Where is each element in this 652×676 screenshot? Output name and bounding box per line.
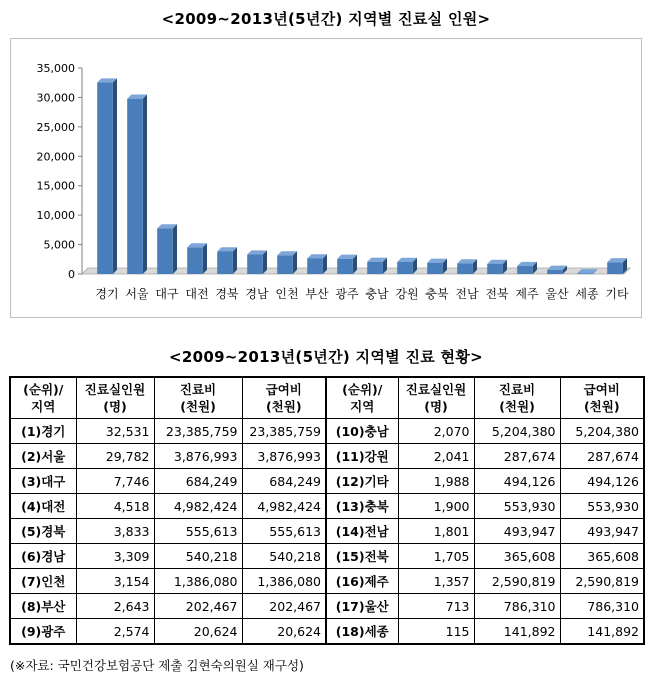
region-cell: (17)울산 [326, 594, 398, 619]
table-row [10, 519, 644, 544]
bar-chart [10, 38, 642, 318]
value-cell: 555,613 [154, 519, 242, 544]
bar [367, 258, 387, 274]
value-cell: 493,947 [560, 519, 644, 544]
bar-side [233, 247, 237, 274]
y-tick-label: 10,000 [36, 209, 75, 223]
value-cell: 2,643 [76, 594, 154, 619]
x-tick-label: 인천 [275, 287, 299, 301]
value-cell: 115 [398, 619, 474, 645]
value-cell: 20,624 [154, 619, 242, 645]
table-header-cell [326, 377, 398, 419]
bar [517, 262, 537, 274]
value-cell: 3,154 [76, 569, 154, 594]
value-cell: 4,982,424 [154, 494, 242, 519]
value-cell: 553,930 [560, 494, 644, 519]
value-cell: 20,624 [242, 619, 326, 645]
bar-front [577, 273, 593, 274]
value-cell: 5,204,380 [474, 419, 560, 444]
y-tick-label: 0 [68, 268, 75, 281]
bar [127, 95, 147, 274]
region-cell: (13)충북 [326, 494, 398, 519]
data-table [9, 376, 645, 645]
y-tick-label: 5,000 [43, 238, 75, 252]
bar [427, 259, 447, 274]
table-header-text: 급여비 [265, 382, 302, 397]
bar [547, 266, 567, 274]
table-row [10, 494, 644, 519]
table-title: <2009~2013년(5년간) 지역별 진료 현황> [168, 348, 484, 366]
table-header-text: (천원) [499, 399, 535, 414]
bar-front [307, 258, 323, 274]
table-header-cell [154, 377, 242, 419]
table-row [10, 544, 644, 569]
region-cell: (7)인천 [10, 569, 76, 594]
bar-front [517, 266, 533, 274]
value-cell: 684,249 [154, 469, 242, 494]
table-header-text: 진료실인원 [405, 382, 467, 397]
bar [157, 224, 177, 274]
x-tick-label: 강원 [395, 287, 419, 301]
bar [97, 78, 117, 274]
table-header-text: (순위)/ [342, 382, 383, 397]
value-cell: 23,385,759 [154, 419, 242, 444]
value-cell: 4,982,424 [242, 494, 326, 519]
table-header-cell [242, 377, 326, 419]
bar-front [607, 262, 623, 274]
bar-front [487, 264, 503, 274]
bar-side [173, 224, 177, 274]
value-cell: 1,705 [398, 544, 474, 569]
value-cell: 287,674 [474, 444, 560, 469]
x-tick-label: 울산 [545, 287, 569, 301]
value-cell: 1,801 [398, 519, 474, 544]
bar-front [337, 259, 353, 274]
x-tick-label: 충남 [365, 287, 389, 301]
region-cell: (4)대전 [10, 494, 76, 519]
value-cell: 786,310 [474, 594, 560, 619]
table-header-cell [560, 377, 644, 419]
bar-front [547, 270, 563, 274]
table-row [10, 419, 644, 444]
value-cell: 23,385,759 [242, 419, 326, 444]
bar-front [127, 99, 143, 274]
x-tick-label: 기타 [605, 287, 629, 301]
value-cell: 3,876,993 [242, 444, 326, 469]
region-cell: (11)강원 [326, 444, 398, 469]
region-cell: (5)경북 [10, 519, 76, 544]
source-note: (※자료: 국민건강보험공단 제출 김현숙의원실 재구성) [10, 658, 304, 673]
region-cell: (12)기타 [326, 469, 398, 494]
bar-front [157, 228, 173, 274]
table-header-text: (명) [424, 399, 448, 414]
table-header-text: 진료실인원 [84, 382, 146, 397]
value-cell: 2,041 [398, 444, 474, 469]
region-cell: (14)전남 [326, 519, 398, 544]
x-tick-label: 충북 [425, 287, 449, 301]
region-cell: (18)세종 [326, 619, 398, 645]
region-cell: (16)제주 [326, 569, 398, 594]
table-row [10, 594, 644, 619]
value-cell: 540,218 [242, 544, 326, 569]
x-tick-label: 경남 [245, 287, 269, 301]
table-row [10, 444, 644, 469]
table-header-cell [398, 377, 474, 419]
y-tick-label: 35,000 [36, 62, 75, 75]
bar [457, 259, 477, 274]
table-header-text: (천원) [583, 399, 620, 414]
region-cell: (6)경남 [10, 544, 76, 569]
table-header-text: 급여비 [583, 382, 620, 397]
chart-title: <2009~2013년(5년간) 지역별 진료실 인원> [161, 10, 491, 28]
value-cell: 1,900 [398, 494, 474, 519]
value-cell: 713 [398, 594, 474, 619]
value-cell: 786,310 [560, 594, 644, 619]
bar-front [457, 263, 473, 274]
value-cell: 540,218 [154, 544, 242, 569]
bar [607, 258, 627, 274]
bar-front [397, 262, 413, 274]
table-row [10, 619, 644, 645]
value-cell: 4,518 [76, 494, 154, 519]
x-tick-label: 경북 [215, 287, 239, 301]
bar [307, 254, 327, 274]
bar [487, 260, 507, 274]
region-cell: (9)광주 [10, 619, 76, 645]
value-cell: 1,988 [398, 469, 474, 494]
x-tick-label: 경기 [95, 287, 119, 301]
x-tick-label: 부산 [305, 287, 329, 301]
table-header-text: (순위)/ [23, 382, 64, 397]
bar-side [203, 243, 207, 274]
table-header-text: 지역 [31, 399, 56, 414]
bar [187, 243, 207, 274]
value-cell: 2,590,819 [560, 569, 644, 594]
table-row [10, 469, 644, 494]
value-cell: 287,674 [560, 444, 644, 469]
x-tick-label: 서울 [125, 287, 149, 301]
value-cell: 3,876,993 [154, 444, 242, 469]
region-cell: (15)전북 [326, 544, 398, 569]
table-header-text: (천원) [180, 399, 216, 414]
table-header-text: 진료비 [179, 382, 217, 397]
bar [217, 247, 237, 274]
table-header-cell [10, 377, 76, 419]
value-cell: 2,070 [398, 419, 474, 444]
x-tick-label: 전북 [485, 287, 509, 301]
value-cell: 29,782 [76, 444, 154, 469]
region-cell: (3)대구 [10, 469, 76, 494]
value-cell: 365,608 [560, 544, 644, 569]
value-cell: 494,126 [474, 469, 560, 494]
value-cell: 5,204,380 [560, 419, 644, 444]
bar [397, 258, 417, 274]
x-tick-label: 전남 [455, 287, 479, 301]
table-header-row [10, 377, 644, 419]
bar-front [247, 255, 263, 274]
value-cell: 2,590,819 [474, 569, 560, 594]
value-cell: 1,386,080 [242, 569, 326, 594]
x-tick-label: 광주 [335, 287, 359, 301]
bar-front [427, 263, 443, 274]
bar-front [217, 251, 233, 274]
value-cell: 141,892 [560, 619, 644, 645]
value-cell: 494,126 [560, 469, 644, 494]
region-cell: (10)충남 [326, 419, 398, 444]
value-cell: 493,947 [474, 519, 560, 544]
value-cell: 555,613 [242, 519, 326, 544]
value-cell: 202,467 [154, 594, 242, 619]
table-header-cell [76, 377, 154, 419]
table-header-cell [474, 377, 560, 419]
table-row [10, 569, 644, 594]
value-cell: 202,467 [242, 594, 326, 619]
bar [247, 250, 267, 274]
value-cell: 553,930 [474, 494, 560, 519]
region-cell: (8)부산 [10, 594, 76, 619]
bar [337, 255, 357, 274]
value-cell: 7,746 [76, 469, 154, 494]
table-header-text: (천원) [265, 399, 302, 414]
value-cell: 32,531 [76, 419, 154, 444]
x-tick-label: 대전 [185, 287, 209, 301]
table-header-text: 진료비 [498, 382, 536, 397]
region-cell: (1)경기 [10, 419, 76, 444]
y-tick-label: 20,000 [36, 150, 75, 164]
value-cell: 365,608 [474, 544, 560, 569]
bar-front [97, 83, 113, 274]
y-tick-label: 15,000 [36, 179, 75, 193]
x-tick-label: 세종 [575, 287, 599, 301]
value-cell: 3,833 [76, 519, 154, 544]
value-cell: 1,386,080 [154, 569, 242, 594]
value-cell: 2,574 [76, 619, 154, 645]
y-tick-label: 25,000 [36, 120, 75, 134]
value-cell: 3,309 [76, 544, 154, 569]
bar [277, 251, 297, 274]
bar-front [277, 255, 293, 274]
bar-front [187, 247, 203, 274]
x-tick-label: 대구 [155, 287, 179, 301]
table-header-text: (명) [103, 399, 127, 414]
table-header-text: 지역 [350, 399, 375, 414]
value-cell: 684,249 [242, 469, 326, 494]
bar-side [113, 78, 117, 274]
y-tick-label: 30,000 [36, 91, 75, 105]
value-cell: 1,357 [398, 569, 474, 594]
region-cell: (2)서울 [10, 444, 76, 469]
x-tick-label: 제주 [515, 287, 539, 301]
bar-side [143, 95, 147, 274]
bar-front [367, 262, 383, 274]
bar-chart-svg [10, 38, 642, 318]
value-cell: 141,892 [474, 619, 560, 645]
